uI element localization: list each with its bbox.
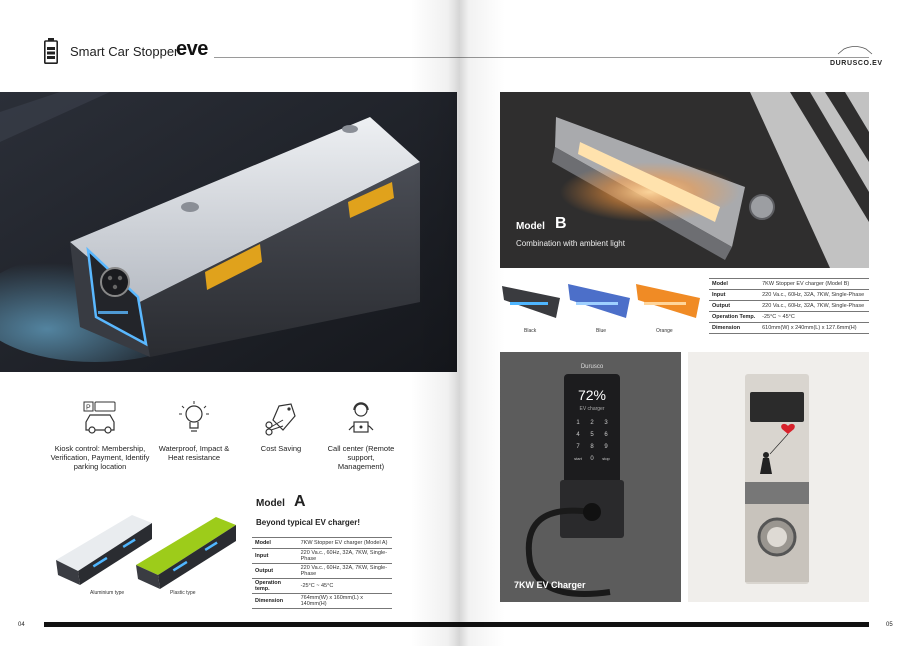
caption-black: Black	[524, 328, 537, 334]
keypad-key: 0	[590, 456, 594, 462]
spec-value: -25°C ~ 45°C	[759, 312, 869, 323]
lightbulb-icon	[174, 400, 214, 436]
keypad-key: 4	[576, 432, 580, 438]
table-row	[252, 549, 392, 564]
spec-value: -25°C ~ 45°C	[298, 579, 392, 594]
model-b-letter: B	[555, 215, 567, 232]
spec-key: Model	[709, 279, 759, 290]
car-logo-icon	[837, 45, 873, 55]
keypad-key: 1	[576, 420, 580, 426]
header-rule	[457, 57, 869, 58]
spec-value: 220 Va.c., 60Hz, 32A, 7KW, Single-Phase	[759, 301, 869, 312]
spec-value: 7KW Stopper EV charger (Model B)	[759, 279, 869, 290]
ev-charger-illustration	[500, 352, 681, 602]
spec-key: Model	[252, 538, 298, 549]
call-center-agent-icon	[341, 400, 381, 436]
feature-cost	[246, 400, 316, 453]
wall-charger-photo	[688, 352, 869, 602]
ev-charger-photo	[500, 352, 681, 602]
feature-label: Call center (Remote support, Management)	[327, 444, 395, 471]
footer-bar-left	[44, 622, 457, 627]
table-row	[252, 594, 392, 609]
car-stopper-illustration	[0, 92, 457, 372]
charger-brand-mark: Durusco	[580, 364, 604, 370]
header-title: Smart Car Stopper	[70, 44, 179, 59]
keypad-key: 9	[604, 444, 608, 450]
model-a-subtitle: Beyond typical EV charger!	[256, 518, 361, 527]
right-page	[457, 0, 913, 646]
spec-key: Input	[709, 290, 759, 301]
model-a-letter: A	[294, 493, 306, 510]
caption-orange: Orange	[656, 328, 673, 334]
table-row	[709, 312, 869, 323]
charger-screen-label: EV charger	[579, 406, 605, 412]
spec-value: 610mm(W) x 240mm(L) x 127.6mm(H)	[759, 323, 869, 334]
model-b-spec-table	[709, 278, 869, 334]
table-row	[252, 538, 392, 549]
spec-value: 7KW Stopper EV charger (Model A)	[298, 538, 392, 549]
table-row	[709, 323, 869, 334]
table-row	[252, 579, 392, 594]
header-brand: eve	[176, 38, 208, 60]
spec-value: 220 Va.c., 60Hz, 32A, 7KW, Single-Phase	[759, 290, 869, 301]
wall-charger-illustration	[688, 352, 869, 602]
feature-call-center	[326, 400, 396, 471]
charger-screen-percent: 72%	[577, 387, 607, 403]
model-a-label: Model	[256, 498, 285, 509]
brand-logo: DURUSCO.EV	[830, 60, 883, 67]
ev-charger-caption: 7KW EV Charger	[514, 580, 586, 590]
spec-key: Output	[252, 564, 298, 579]
feature-waterproof	[154, 400, 234, 462]
table-row	[709, 301, 869, 312]
table-row	[709, 279, 869, 290]
spec-value: 764mm(W) x 160mm(L) x 140mm(H)	[298, 594, 392, 609]
feature-kiosk	[50, 400, 150, 471]
keypad-key: 7	[576, 444, 580, 450]
battery-icon	[44, 38, 58, 64]
spec-key: Operation temp.	[252, 579, 298, 594]
model-a-spec-table	[252, 537, 392, 609]
caption-blue: Blue	[596, 328, 607, 334]
spec-key: Dimension	[709, 323, 759, 334]
feature-label: Kiosk control: Membership, Verification, Payment, Identify parking location	[50, 444, 150, 471]
model-b-color-variants	[500, 278, 710, 328]
table-row	[252, 564, 392, 579]
caption-plastic: Plastic type	[170, 590, 196, 596]
model-b-label: Model	[516, 221, 545, 232]
caption-aluminium: Aluminium type	[90, 590, 125, 596]
spec-key: Dimension	[252, 594, 298, 609]
kiosk-car-icon	[80, 400, 120, 436]
spec-value: 220 Va.c., 60Hz, 32A, 7KW, Single-Phase	[298, 564, 392, 579]
page-number-left: 04	[18, 622, 25, 628]
header-rule	[214, 57, 457, 58]
page-number-right: 05	[886, 622, 893, 628]
spec-key: Output	[709, 301, 759, 312]
spec-value: 220 Va.c., 60Hz, 32A, 7KW, Single-Phase	[298, 549, 392, 564]
keypad-key: 8	[590, 444, 594, 450]
hero-product-photo	[0, 92, 457, 372]
keypad-key: stop	[602, 456, 610, 461]
keypad-key: 3	[604, 420, 608, 426]
price-tag-scissors-icon	[261, 400, 301, 436]
keypad-key: start	[574, 456, 582, 461]
svg-text:P: P	[86, 404, 91, 412]
feature-label: Waterproof, Impact & Heat resistance	[158, 444, 230, 462]
footer-bar-right	[457, 622, 869, 627]
spec-key: Input	[252, 549, 298, 564]
keypad-key: 2	[590, 420, 594, 426]
feature-label: Cost Saving	[260, 444, 302, 453]
keypad-key: 5	[590, 432, 594, 438]
model-a-products-image	[52, 505, 252, 590]
model-b-photo	[500, 92, 869, 268]
table-row	[709, 290, 869, 301]
model-b-subtitle: Combination with ambient light	[516, 239, 625, 248]
spec-key: Operation Temp.	[709, 312, 759, 323]
keypad-key: 6	[604, 432, 608, 438]
